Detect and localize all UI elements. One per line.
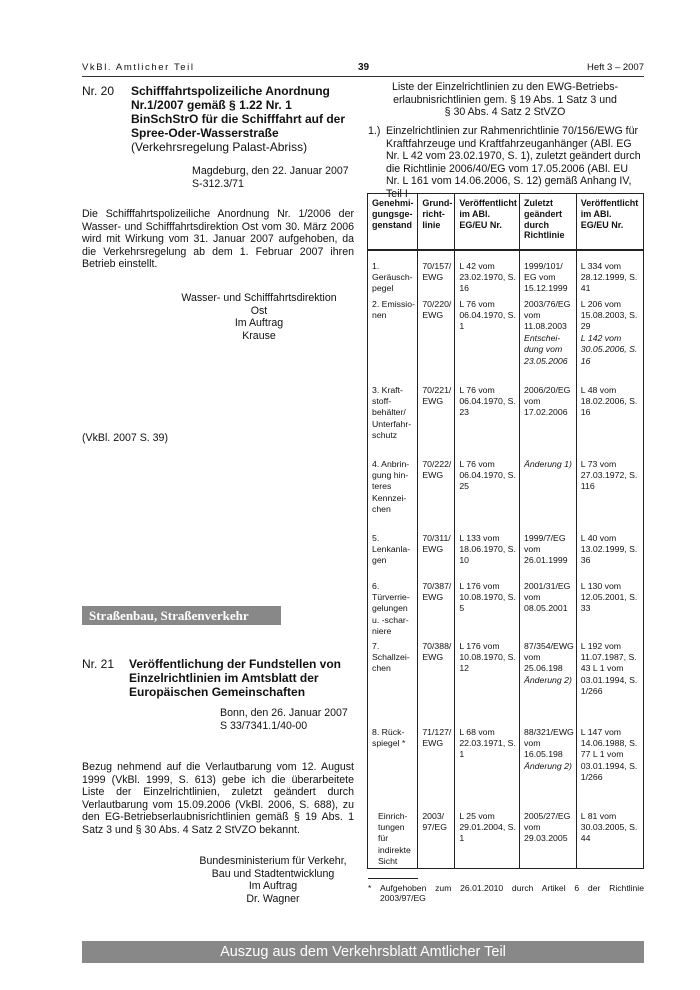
cell-pub2 (576, 296, 643, 382)
cell-base: 70/222/ EWG (418, 456, 455, 530)
list-title (368, 81, 642, 119)
nr21-place-date: Bonn, den 26. Januar 2007 (220, 707, 348, 719)
table-row (368, 250, 644, 296)
cell-base: 71/127/ EWG (418, 724, 455, 808)
cell-pub2: L 81 vom 30.03.2005, S. 44 (576, 808, 643, 869)
signature-line: Bau und Stadtentwicklung (211, 867, 335, 880)
cell-pub2: L 40 vom 13.02.1999, S. 36 (576, 530, 643, 578)
cell-pub2: L 334 vom 28.12.1999, S. 41 (576, 250, 643, 296)
cell-subject: 4. Anbrin-gung hin-teres Kennzei-chen (368, 456, 418, 530)
cell-amend: 1999/101/ EG vom 15.12.1999 (520, 250, 577, 296)
directives-table (367, 193, 644, 869)
cell-base: 70/157/ EWG (418, 250, 455, 296)
cell-amend: 2005/27/EG vom 29.03.2005 (520, 808, 577, 869)
cell-pub2: L 48 vom 18.02.2006, S. 16 (576, 382, 643, 456)
signature-line: Bundesministerium für Verkehr, (199, 855, 347, 867)
list-title-line: erlaubnisrichtlinien gem. § 19 Abs. 1 Satz 3 und (393, 93, 617, 106)
table-header-row (368, 194, 644, 250)
cell-pub2: L 192 vom 11.07.1987, S. 43 L 1 vom 03.01.1994, S. 1/266 (576, 638, 643, 724)
amend-note: Entschei-dung vom 23.05.2006 (524, 332, 568, 366)
table-row (368, 382, 644, 456)
cell-base: 2003/ 97/EG (418, 808, 455, 869)
table-row (368, 296, 644, 382)
signature-line: Wasser- und Schifffahrtsdirektion (181, 292, 337, 304)
nr20-heading (82, 84, 354, 156)
cell-amend: 1999/7/EG vom 26.01.1999 (520, 530, 577, 578)
cell-base: 70/311/ EWG (418, 530, 455, 578)
amend-text: 88/321/EWG vom 16.05.198 (524, 726, 574, 760)
table-row (368, 530, 644, 578)
page-header (82, 62, 644, 74)
cell-subject: 8. Rück-spiegel * (368, 724, 418, 808)
list-item-text: Einzelrichtlinien zur Rahmenrichtlinie 70/156/EWG für Kraftfahrzeuge und Kraftfahrzeuganhänger (ABl. EG Nr. L 42 vom 23.02.1970, S. 1), zuletzt geändert durch die Richtlinie 2006/40/EG vom 17.05.2006 (ABl. EU Nr. L 161 vom 14.06.2006, S. 12) gemäß Anhang IV, Teil I (386, 125, 641, 200)
cell-amend (520, 638, 577, 724)
cell-pub2: L 130 vom 12.05.2001, S. 33 (576, 578, 643, 638)
pub2-text: L 206 vom 15.08.2003, S. 29 (580, 298, 638, 332)
nr20-place-date: Magdeburg, den 22. Januar 2007 (192, 165, 349, 177)
footnote-marker: * (368, 883, 372, 893)
signature-line: Im Auftrag (248, 880, 298, 893)
page-number: 39 (358, 62, 370, 73)
cell-amend (520, 296, 577, 382)
cell-pub: L 76 vom 06.04.1970, S. 1 (455, 296, 520, 382)
cell-base: 70/388/ EWG (418, 638, 455, 724)
col-header: Grund-richt-linie (418, 194, 455, 250)
cell-subject: 2. Emissio-nen (368, 296, 418, 382)
section-heading: Straßenbau, Straßenverkehr (82, 606, 281, 625)
cell-subject: 6. Türverrie-gelungen u. -schar-niere (368, 578, 418, 638)
cell-amend (520, 724, 577, 808)
cell-pub: L 42 vom 23.02.1970, S. 16 (455, 250, 520, 296)
nr20-body: Die Schifffahrtspolizeiliche Anordnung Nr. 1/2006 der Wasser- und Schifffahrtsdirektion Ost vom 30. März 2006 wird mit Wirkung vom 31. Januar 2007 aufgehoben, da die Verkehrsregelung ab dem 1. Februar 2007 ihren Betrieb einstellt. (82, 208, 354, 271)
cell-pub: L 76 vom 06.04.1970, S. 25 (455, 456, 520, 530)
table-row (368, 638, 644, 724)
issue-label: Heft 3 – 2007 (586, 62, 644, 73)
cell-base: 70/387/ EWG (418, 578, 455, 638)
nr20-number: Nr. 20 (82, 84, 115, 98)
table-row (368, 456, 644, 530)
cell-subject: 1. Geräusch-pegel (368, 250, 418, 296)
signature-line: Ost (250, 304, 268, 317)
nr20-place-date-block (192, 165, 349, 190)
nr21-reference: S 33/7341.1/40-00 (220, 719, 308, 732)
cell-pub: L 176 vom 10.08.1970, S. 12 (455, 638, 520, 724)
col-header: Genehmi-gungsge-genstand (368, 194, 418, 250)
cell-base: 70/221/ EWG (418, 382, 455, 456)
cell-subject: 3. Kraft-stoff-behälter/ Unterfahr-schutz (368, 382, 418, 456)
list-item-number: 1.) (368, 125, 381, 137)
table-row (368, 808, 644, 869)
amend-text: 2003/76/EG vom 11.08.2003 (524, 298, 571, 332)
cell-amend: 2001/31/EG vom 08.05.2001 (520, 578, 577, 638)
cell-subject: Einrich-tungen für indirekte Sicht (368, 808, 418, 869)
col-header: Veröffentlicht im ABl. EG/EU Nr. (455, 194, 520, 250)
cell-subject: 7. Schallzei-chen (368, 638, 418, 724)
cell-amend: Änderung 1) (520, 456, 577, 530)
pub2-note: L 142 vom 30.05.2006, S. 16 (580, 332, 638, 366)
footnote-text: Aufgehoben zum 26.01.2010 durch Artikel 6 der Richtlinie 2003/97/EG (380, 883, 644, 903)
cell-pub: L 133 vom 18.06.1970, S. 10 (455, 530, 520, 578)
header-divider (82, 76, 644, 77)
nr21-title: Veröffentlichung der Fundstellen von Einzelrichtlinien im Amtsblatt der Europäischen Gemeinschaften (129, 657, 342, 699)
signature-line: Krause (242, 329, 276, 342)
col-header: Veröffentlicht im ABl. EG/EU Nr. (576, 194, 643, 250)
journal-name: VkBl. Amtlicher Teil (82, 62, 195, 73)
nr21-number: Nr. 21 (82, 657, 115, 671)
cell-pub: L 68 vom 22.03.1971, S. 1 (455, 724, 520, 808)
cell-subject: 5. Lenkanla-gen (368, 530, 418, 578)
table-row (368, 578, 644, 638)
nr20-title (131, 84, 357, 154)
nr20-title-text: Schifffahrtspolizeiliche Anordnung Nr.1/2007 gemäß § 1.22 Nr. 1 BinSchStrO für die Schifffahrt auf der Spree-Oder-Wasserstraße (131, 84, 346, 140)
nr21-place-date-block (220, 707, 348, 732)
table-row (368, 724, 644, 808)
list-title-line: § 30 Abs. 4 Satz 2 StVZO (444, 106, 566, 119)
list-title-line: Liste der Einzelrichtlinien zu den EWG-Betriebs- (391, 81, 619, 93)
col-header: Zuletzt geändert durch Richtlinie (520, 194, 577, 250)
cell-pub: L 25 vom 29.01.2004, S. 1 (455, 808, 520, 869)
amend-note: Änderung 2) (524, 674, 572, 685)
cell-pub: L 76 vom 06.04.1970, S. 23 (455, 382, 520, 456)
cell-pub2: L 147 vom 14.06.1988, S. 77 L 1 vom 03.01.1994, S. 1/266 (576, 724, 643, 808)
amend-note: Änderung 2) (524, 760, 572, 771)
nr21-body: Bezug nehmend auf die Verlautbarung vom 12. August 1999 (VkBl. 1999, S. 613) gebe ich die überarbeitete Liste der Einzelrichtlinien, zuletzt geändert durch Verlautbarung vom 15.09.2006 (VkBl. 2006, S. 688), zu den EG-Betriebserlaubnisrichtlinien gemäß § 19 Abs. 1 Satz 3 und § 30 Abs. 4 Satz 2 StVZO bekannt. (82, 761, 354, 836)
nr21-heading (82, 657, 354, 701)
nr20-subtitle: (Verkehrsregelung Palast-Abriss) (131, 140, 308, 154)
nr20-citation: (VkBl. 2007 S. 39) (82, 432, 168, 444)
nr20-signature (164, 292, 354, 342)
cell-base: 70/220/ EWG (418, 296, 455, 382)
footnote-divider (368, 878, 418, 879)
cell-pub: L 176 vom 10.08.1970, S. 5 (455, 578, 520, 638)
signature-line: Im Auftrag (234, 317, 284, 330)
cell-pub2: L 73 vom 27.03.1972, S. 116 (576, 456, 643, 530)
amend-text: 87/354/EWG vom 25.06.198 (524, 640, 574, 674)
signature-line: Dr. Wagner (246, 892, 300, 905)
page-footer: Auszug aus dem Verkehrsblatt Amtlicher Teil (82, 941, 644, 963)
nr21-signature (190, 855, 356, 905)
nr20-reference: S-312.3/71 (192, 177, 244, 190)
cell-amend: 2006/20/EG vom 17.02.2006 (520, 382, 577, 456)
